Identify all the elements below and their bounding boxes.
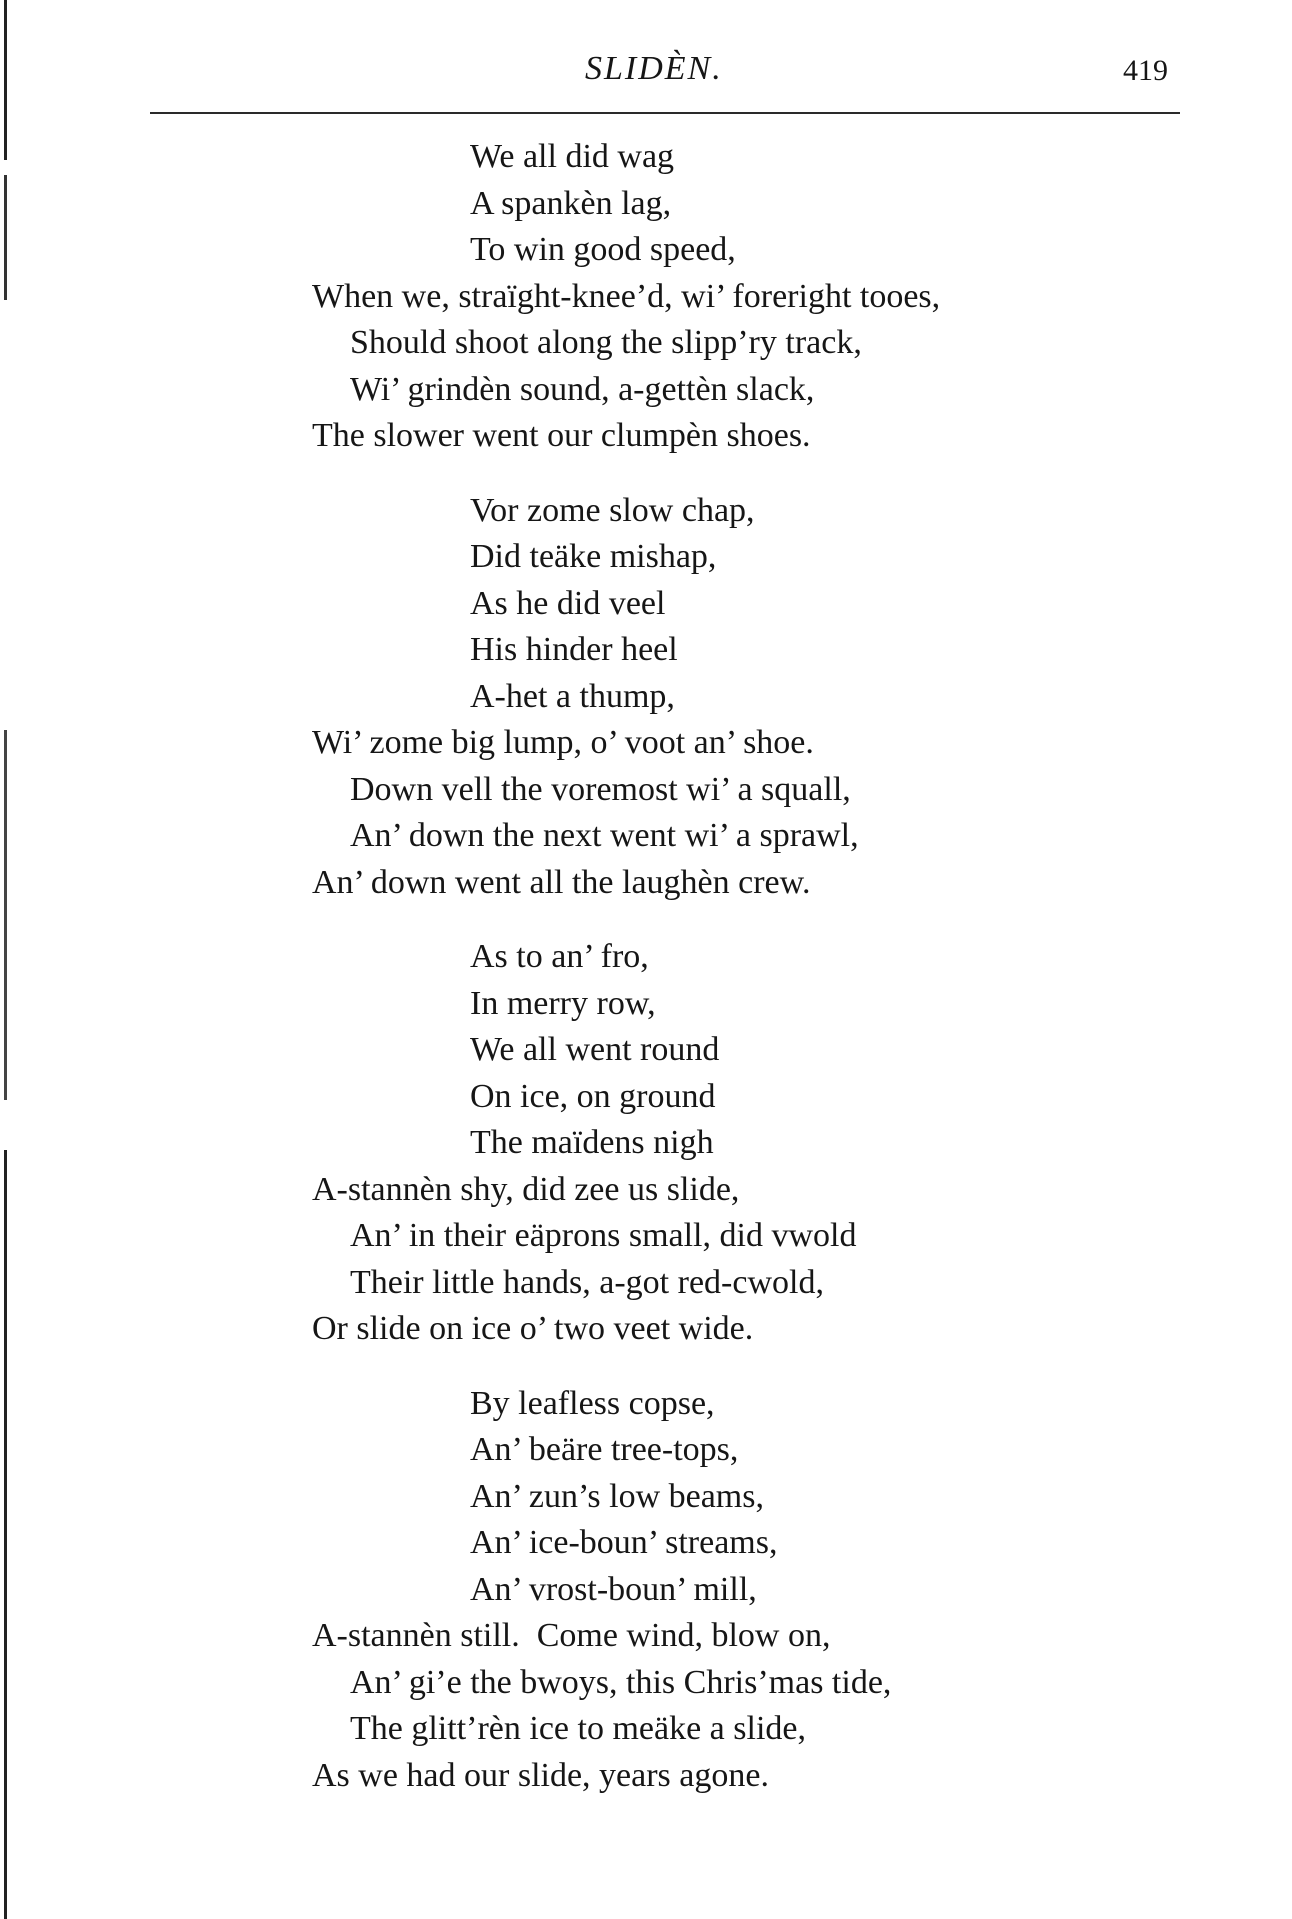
poem-line: We all did wag	[470, 138, 675, 175]
poem-line: A-het a thump,	[470, 677, 675, 715]
stanza-2	[312, 488, 1212, 907]
poem-line: The maïdens nigh	[470, 1124, 714, 1161]
poem-line: Wi’ grindèn sound, a-gettèn slack,	[350, 370, 815, 408]
poem-line: An’ gi’e the bwoys, this Chris’mas tide,	[350, 1663, 892, 1701]
poem-line: An’ ice-boun’ streams,	[470, 1524, 778, 1561]
poem-line: When we, straïght-knee’d, wi’ foreright tooes,	[312, 277, 941, 315]
page-number: 419	[1123, 54, 1168, 87]
poem-line: By leafless copse,	[470, 1384, 715, 1422]
poem-line: Did teäke mishap,	[470, 538, 717, 575]
poem-line: Their little hands, a-got red-cwold,	[350, 1263, 824, 1301]
running-title: SLIDÈN.	[585, 50, 723, 87]
poem-line: An’ zun’s low beams,	[470, 1477, 764, 1515]
stanza-3	[312, 934, 1212, 1353]
poem-line: As we had our slide, years agone.	[312, 1756, 769, 1794]
poem-line: We all went round	[470, 1031, 720, 1068]
poem-line: An’ vrost-boun’ mill,	[470, 1570, 757, 1608]
poem-line: On ice, on ground	[470, 1077, 716, 1115]
poem-line: His hinder heel	[470, 631, 678, 668]
poem-line: An’ down went all the laughèn crew.	[312, 863, 811, 901]
binding-edge	[4, 0, 7, 1919]
poem-line: In merry row,	[470, 984, 656, 1022]
poem-line: Wi’ zome big lump, o’ voot an’ shoe.	[312, 724, 814, 761]
poem-line: A-stannèn still. Come wind, blow on,	[312, 1617, 831, 1654]
poem-line: Or slide on ice o’ two veet wide.	[312, 1310, 754, 1347]
page-header	[150, 50, 1180, 114]
stanza-4	[312, 1381, 1212, 1800]
poem-line: A spankèn lag,	[470, 184, 672, 222]
poem-line: A-stannèn shy, did zee us slide,	[312, 1170, 740, 1208]
poem-line: An’ beäre tree-tops,	[470, 1431, 739, 1468]
poem-line: Down vell the voremost wi’ a squall,	[350, 770, 851, 808]
poem	[312, 134, 1212, 1827]
poem-line: The glitt’rèn ice to meäke a slide,	[350, 1710, 806, 1747]
poem-line: An’ down the next went wi’ a sprawl,	[350, 817, 859, 854]
poem-line: As to an’ fro,	[470, 938, 649, 975]
header-rule	[150, 112, 1180, 114]
poem-line: Vor zome slow chap,	[470, 491, 755, 529]
stanza-1	[312, 134, 1212, 460]
poem-line: Should shoot along the slipp’ry track,	[350, 324, 862, 361]
poem-line: An’ in their eäprons small, did vwold	[350, 1217, 857, 1254]
poem-line: To win good speed,	[470, 231, 736, 268]
poem-line: As he did veel	[470, 584, 666, 622]
poem-line: The slower went our clumpèn shoes.	[312, 417, 811, 454]
